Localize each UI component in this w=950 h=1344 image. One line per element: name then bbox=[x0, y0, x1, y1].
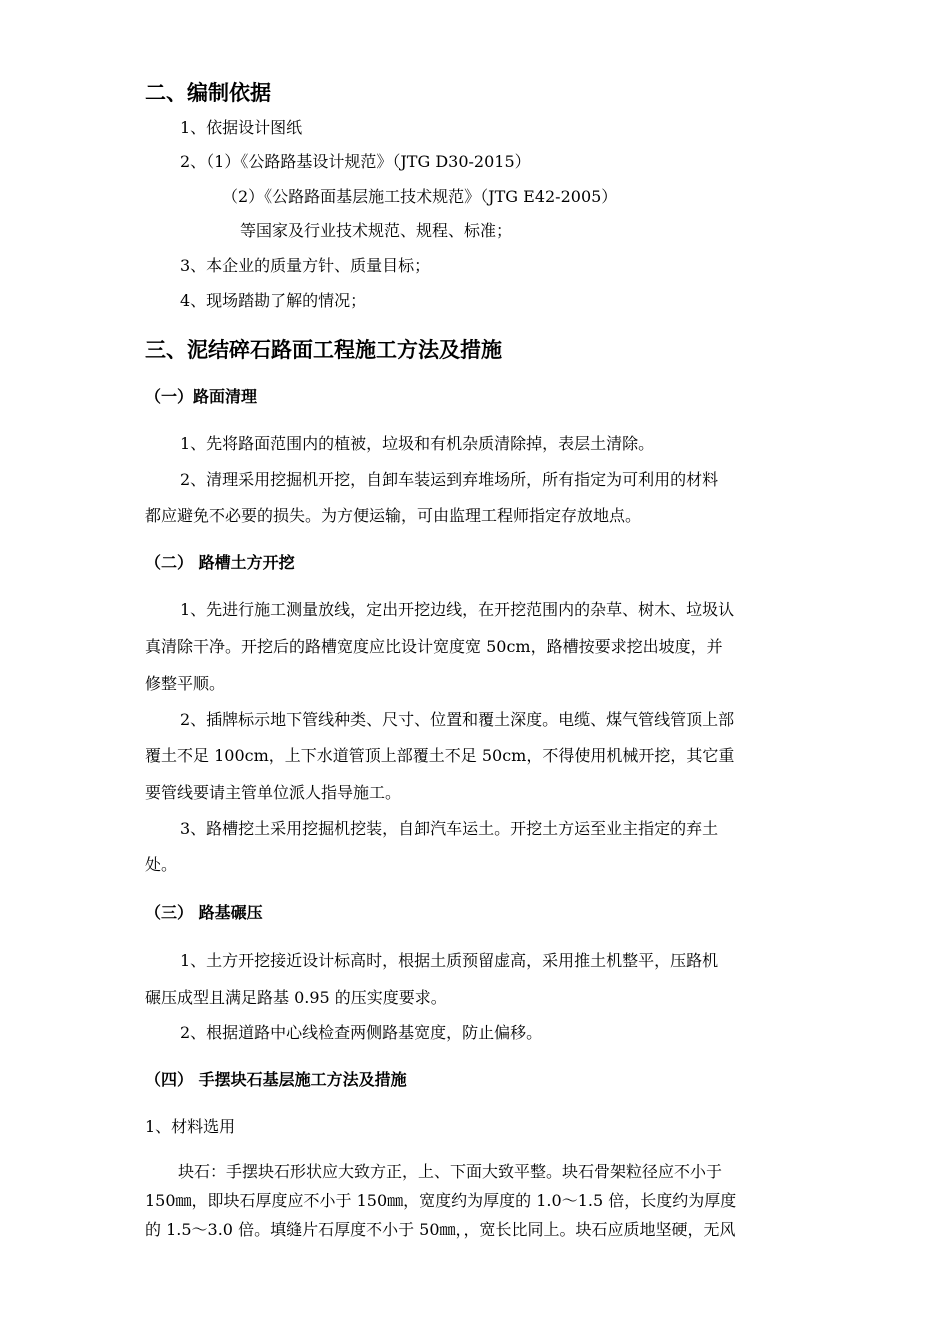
subsection-1-line-1: 1、先将路面范围内的植被，垃圾和有机杂质清除掉，表层土清除。 bbox=[180, 434, 655, 453]
subsection-2-line-3: 修整平顺。 bbox=[145, 674, 226, 693]
subsection-2-line-5: 覆土不足 100cm，上下水道管顶上部覆土不足 50cm，不得使用机械开挖，其它重 bbox=[145, 746, 735, 765]
subsection-3-title: （三） 路基碾压 bbox=[145, 903, 263, 922]
section-2-item-1: 1、依据设计图纸 bbox=[180, 118, 303, 137]
subsection-1-line-3: 都应避免不必要的损失。为方便运输，可由监理工程师指定存放地点。 bbox=[145, 506, 642, 525]
subsection-2-title: （二） 路槽土方开挖 bbox=[145, 553, 295, 572]
section-2-item-2-sub: （2）《公路路面基层施工技术规范》（JTG E42-2005） bbox=[222, 187, 618, 206]
section-2-item-3: 3、本企业的质量方针、质量目标； bbox=[180, 256, 431, 275]
section-2-item-2: 2、（1）《公路路基设计规范》（JTG D30-2015） bbox=[180, 152, 531, 171]
subsection-2-line-6: 要管线要请主管单位派人指导施工。 bbox=[145, 783, 402, 802]
section-2-item-4: 4、现场踏勘了解的情况； bbox=[180, 291, 367, 310]
subsection-4-line-2: 块石：手摆块石形状应大致方正，上、下面大致平整。块石骨架粒径应不小于 bbox=[178, 1162, 723, 1181]
subsection-2-line-2: 真清除干净。开挖后的路槽宽度应比设计宽度宽 50cm，路槽按要求挖出坡度，并 bbox=[145, 637, 723, 656]
subsection-2-line-1: 1、先进行施工测量放线，定出开挖边线，在开挖范围内的杂草、树木、垃圾认 bbox=[180, 600, 735, 619]
subsection-1-title: （一）路面清理 bbox=[145, 387, 258, 406]
subsection-3-line-1: 1、土方开挖接近设计标高时，根据土质预留虚高，采用推土机整平，压路机 bbox=[180, 951, 719, 970]
subsection-4-line-3: 150㎜，即块石厚度应不小于 150㎜，宽度约为厚度的 1.0～1.5 倍，长度约为厚度 bbox=[145, 1191, 737, 1210]
subsection-3-line-3: 2、根据道路中心线检查两侧路基宽度，防止偏移。 bbox=[180, 1023, 543, 1042]
subsection-1-line-2: 2、清理采用挖掘机开挖，自卸车装运到弃堆场所，所有指定为可利用的材料 bbox=[180, 470, 719, 489]
section-3-title: 三、泥结碎石路面工程施工方法及措施 bbox=[145, 338, 502, 362]
subsection-4-line-4: 的 1.5～3.0 倍。填缝片石厚度不小于 50㎜，，宽长比同上。块石应质地坚硬，无风 bbox=[145, 1220, 736, 1239]
subsection-4-line-1: 1、材料选用 bbox=[145, 1117, 236, 1136]
subsection-2-line-8: 处。 bbox=[145, 855, 178, 874]
subsection-4-title: （四） 手摆块石基层施工方法及措施 bbox=[145, 1070, 407, 1089]
subsection-2-line-7: 3、路槽挖土采用挖掘机挖装，自卸汽车运土。开挖土方运至业主指定的弃土 bbox=[180, 819, 719, 838]
subsection-2-line-4: 2、插牌标示地下管线种类、尺寸、位置和覆土深度。电缆、煤气管线管顶上部 bbox=[180, 710, 735, 729]
section-2-title: 二、编制依据 bbox=[145, 81, 271, 105]
subsection-3-line-2: 碾压成型且满足路基 0.95 的压实度要求。 bbox=[145, 988, 447, 1007]
section-2-item-standards: 等国家及行业技术规范、规程、标准； bbox=[240, 221, 513, 240]
